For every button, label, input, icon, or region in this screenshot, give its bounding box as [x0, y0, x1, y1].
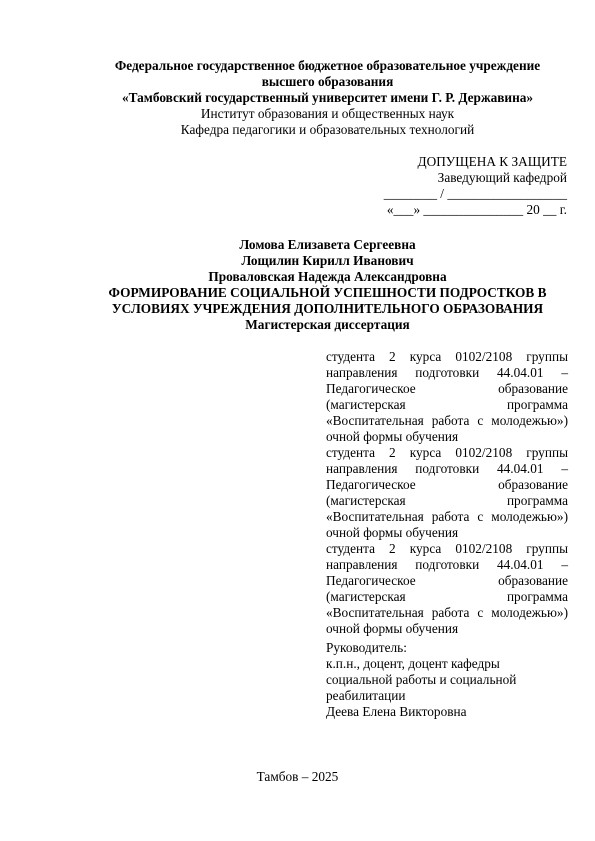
thesis-type: Магистерская диссертация — [245, 317, 410, 332]
header-line-1: Федеральное государственное бюджетное образовательное учреждение — [114, 58, 541, 73]
supervisor-label: Руководитель: — [326, 640, 407, 655]
student-info-2-line-2: направления подготовки 44.04.01 – — [326, 461, 568, 476]
university-header — [60, 58, 595, 138]
city-year: Тамбов – 2025 — [256, 769, 339, 784]
student-info-1-line-1: студента 2 курса 0102/2108 группы — [326, 349, 568, 364]
author-3: Проваловская Надежда Александровна — [208, 269, 447, 284]
student-info-2-line-4: (магистерская программа — [326, 493, 568, 508]
supervisor-title-line-2: социальной работы и социальной — [326, 672, 517, 687]
header-line-4: Институт образования и общественных наук — [200, 106, 455, 121]
header-line-2: высшего образования — [261, 74, 394, 89]
approval-line-4: «___» _______________ 20 __ г. — [386, 202, 567, 217]
student-info-1-line-6: очной формы обучения — [326, 429, 459, 444]
supervisor-title-line-3: реабилитации — [326, 688, 406, 703]
thesis-title-line-1: ФОРМИРОВАНИЕ СОЦИАЛЬНОЙ УСПЕШНОСТИ ПОДРОСТКОВ В — [108, 285, 547, 300]
author-2: Лощилин Кирилл Иванович — [241, 253, 414, 268]
student-info-1-line-3: Педагогическое образование — [326, 381, 568, 396]
supervisor-block — [326, 640, 568, 720]
approval-line-3: ________ / __________________ — [383, 186, 567, 201]
student-info-3-line-5: «Воспитательная работа с молодежью») — [326, 605, 568, 620]
authors-block — [60, 237, 595, 333]
author-1: Ломова Елизавета Сергеевна — [239, 237, 416, 252]
student-info-3-line-6: очной формы обучения — [326, 621, 459, 636]
header-line-3: «Тамбовский государственный университет имени Г. Р. Державина» — [121, 90, 534, 105]
student-info-3-line-1: студента 2 курса 0102/2108 группы — [326, 541, 568, 556]
student-info-block — [326, 349, 568, 637]
student-info-1-line-2: направления подготовки 44.04.01 – — [326, 365, 568, 380]
approval-line-1: ДОПУЩЕНА К ЗАЩИТЕ — [417, 154, 567, 169]
supervisor-name: Деева Елена Викторовна — [326, 704, 467, 719]
student-info-3-line-2: направления подготовки 44.04.01 – — [326, 557, 568, 572]
student-info-2-line-3: Педагогическое образование — [326, 477, 568, 492]
student-info-1-line-4: (магистерская программа — [326, 397, 568, 412]
student-info-2-line-1: студента 2 курса 0102/2108 группы — [326, 445, 568, 460]
student-info-3-line-3: Педагогическое образование — [326, 573, 568, 588]
header-line-5: Кафедра педагогики и образовательных технологий — [180, 122, 475, 137]
student-info-3-line-4: (магистерская программа — [326, 589, 568, 604]
approval-block — [307, 154, 567, 218]
student-info-1-line-5: «Воспитательная работа с молодежью») — [326, 413, 568, 428]
thesis-title-line-2: УСЛОВИЯХ УЧРЕЖДЕНИЯ ДОПОЛНИТЕЛЬНОГО ОБРАЗОВАНИЯ — [111, 301, 544, 316]
approval-line-2: Заведующий кафедрой — [437, 170, 567, 185]
student-info-2-line-6: очной формы обучения — [326, 525, 459, 540]
student-info-2-line-5: «Воспитательная работа с молодежью») — [326, 509, 568, 524]
supervisor-title-line-1: к.п.н., доцент, доцент кафедры — [326, 656, 500, 671]
